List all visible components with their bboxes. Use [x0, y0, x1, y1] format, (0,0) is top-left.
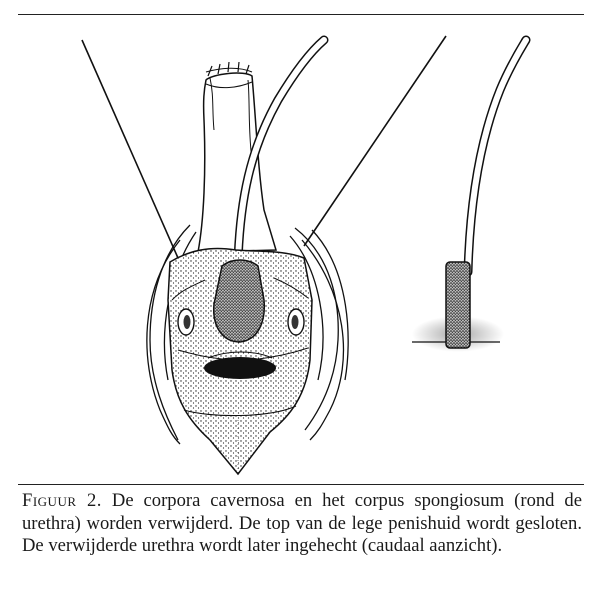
figure-caption — [22, 490, 582, 558]
dark-opening — [204, 357, 276, 379]
testis-left — [178, 309, 194, 335]
testis-right — [288, 309, 304, 335]
caption-rule — [18, 484, 584, 485]
detached-urethra-figure — [412, 40, 526, 352]
caption-text: De corpora cavernosa en het corpus spongiosum (rond de urethra) worden verwijderd. De top van de lege penishuid wordt gesloten. De verwijderde urethra wordt later ingehecht (caudaal aanzicht). — [22, 490, 582, 556]
caption-label: Figuur 2. — [22, 490, 102, 511]
urethra-stump — [214, 260, 265, 342]
